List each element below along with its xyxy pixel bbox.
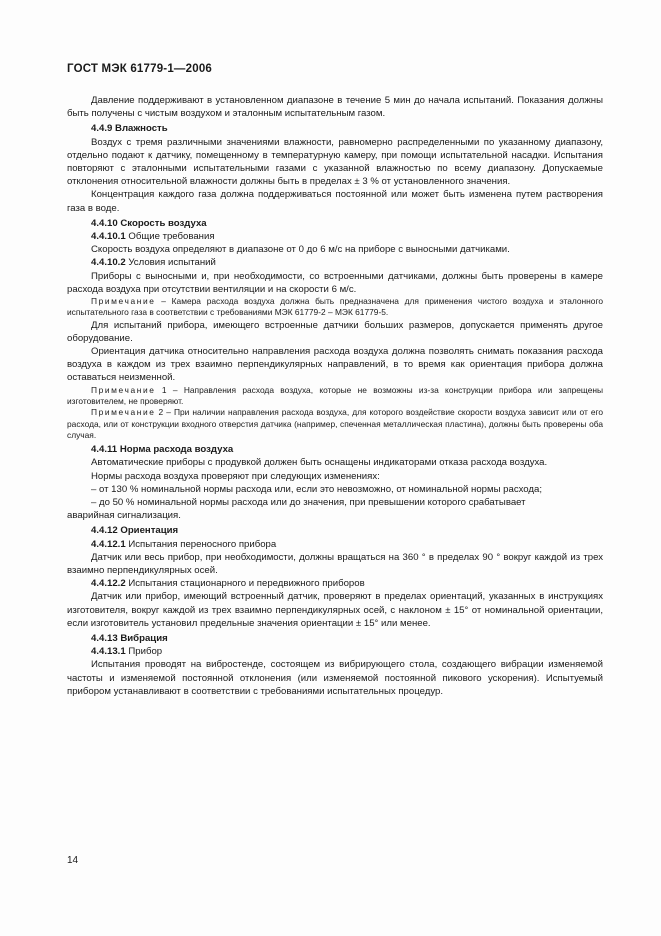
- section-title: Прибор: [128, 646, 163, 658]
- section-number: 4.4.12.1: [91, 538, 126, 550]
- paragraph-vibration-test: Испытания проводят на вибростенде, состоящем из вибрирующего стола, создающего вибрации изменяемой частоты и изменяемой постоянной отклонения (или изменяемой постоянной пикового ускорения). Испытуемый прибором устанавливают в соответствии с требованиями испытательных процедур.: [67, 659, 603, 697]
- section-title: Вибрация: [120, 632, 168, 644]
- note-label: Примечание: [91, 407, 156, 418]
- section-number: 4.4.9: [91, 123, 113, 135]
- section-4-4-12-2-heading: [91, 577, 603, 590]
- document-body: [67, 94, 603, 698]
- section-4-4-9-heading: [91, 122, 603, 135]
- section-4-4-12-heading: [91, 524, 603, 537]
- paragraph-purge-devices: Автоматические приборы с продувкой должен быть оснащены индикаторами отказа расхода воздуха.: [91, 457, 548, 469]
- note-text: – Направления расхода воздуха, которые не возможны из-за конструкции прибора или запрещены изготовителем, не проверяют.: [67, 384, 604, 406]
- section-number: 4.4.13.1: [91, 646, 126, 658]
- section-title: Влажность: [115, 123, 168, 135]
- section-4-4-11-heading: [91, 443, 603, 456]
- section-4-4-13-1-heading: [91, 645, 603, 658]
- paragraph-pressure: Давление поддерживают в установленном диапазоне в течение 5 мин до начала испытаний. Показания должны быть получены с чистым воздухом и эталонным испытательным газом.: [67, 95, 603, 120]
- list-item: – до 50 % номинальной нормы расхода или до значения, при превышении которого срабатывает: [91, 496, 526, 508]
- section-4-4-13-heading: [91, 632, 603, 645]
- section-number: 4.4.12.2: [91, 578, 126, 590]
- note-number: 2: [158, 407, 164, 418]
- section-title: Скорость воздуха: [120, 217, 207, 229]
- paragraph-stationary-orientation: Датчик или прибор, имеющий встроенный датчик, проверяют в пределах ориентаций, указанных в инструкциях изготовителя, вокруг каждой из трех взаимно перпендикулярных осей, с наклоном ± 15° от номинальной ориентации, если изготовитель установил предельные значения ориентации ± 15° или менее.: [67, 591, 603, 629]
- section-title: Испытания переносного прибора: [128, 538, 277, 550]
- paragraph-large-sensors: Для испытаний прибора, имеющего встроенные датчики больших размеров, допускается применять другое оборудование.: [67, 319, 603, 344]
- section-title: Норма расхода воздуха: [119, 444, 234, 456]
- paragraph-humidity: Воздух с тремя различными значениями влажности, равномерно распределенными по указанному диапазону, отдельно подают к датчику, помещенному в температурную камеру, при помощи испытательной насадки. Испытания повторяют с эталонными испытательными газами с указанной влажностью по всему диапазону. Допускаемые отклонения относительной влажности должны быть в пределах ± 3 % от установленного значения.: [67, 136, 603, 188]
- note: [67, 296, 603, 319]
- note-2: [67, 407, 603, 441]
- paragraph-orientation: Ориентация датчика относительно направления расхода воздуха должна позволять снимать показания расхода воздуха в каждом из трех взаимно перпендикулярных направлений, в то время как ориентация прибора должна оставаться неизменной.: [67, 346, 603, 384]
- note-label: Примечание: [91, 296, 156, 307]
- section-title: Испытания стационарного и передвижного приборов: [128, 578, 365, 590]
- section-4-4-12-1-heading: [91, 538, 603, 551]
- list-item: – от 130 % номинальной нормы расхода или, если это невозможно, от номинальной нормы расхода;: [91, 483, 543, 495]
- section-title: Общие требования: [128, 231, 215, 243]
- section-4-4-10-1-heading: [91, 230, 603, 243]
- section-number: 4.4.12: [91, 525, 118, 537]
- paragraph-portable-rotation: Датчик или весь прибор, при необходимости, должны вращаться на 360 ° в пределах 90 ° вокруг каждой из трех взаимно перпендикулярных осей.: [67, 551, 603, 576]
- page-number: 14: [67, 855, 79, 866]
- section-number: 4.4.13: [91, 632, 118, 644]
- note-text: – Камера расхода воздуха должна быть предназначена для применения чистого воздуха и эталонного испытательного газа в соответствии с требованиями МЭК 61779-2 – МЭК 61779-5.: [67, 296, 603, 318]
- note-label: Примечание: [91, 384, 156, 395]
- paragraph-flow-norms: Нормы расхода воздуха проверяют при следующих изменениях:: [91, 470, 380, 482]
- document-header: ГОСТ МЭК 61779-1—2006: [67, 63, 213, 75]
- paragraph-devices-check: Приборы с выносными и, при необходимости, со встроенными датчиками, должны быть проверены в камере расхода воздуха при отсутствии вентиляции и на скорости 6 м/с.: [67, 270, 603, 295]
- list-item-continuation: аварийная сигнализация.: [67, 510, 181, 522]
- section-title: Условия испытаний: [128, 257, 216, 269]
- section-4-4-10-2-heading: [91, 256, 603, 269]
- paragraph-gas-concentration: Концентрация каждого газа должна поддерживаться постоянной или может быть изменена путем растворения газа в воде.: [67, 189, 603, 214]
- section-title: Ориентация: [120, 525, 179, 537]
- note-text: – При наличии направления расхода воздуха, для которого воздействие скорости воздуха зависит или от его расхода, или от конструкции входного отверстия датчика (например, спеченная металлическая пластина), должны быть проверены оба случая.: [67, 407, 604, 440]
- section-4-4-10-heading: [91, 217, 603, 230]
- paragraph-air-speed: Скорость воздуха определяют в диапазоне от 0 до 6 м/с на приборе с выносными датчиками.: [91, 244, 510, 256]
- section-number: 4.4.10: [91, 217, 118, 229]
- note-number: 1: [161, 384, 167, 395]
- note-1: [67, 385, 603, 408]
- section-number: 4.4.10.2: [91, 257, 126, 269]
- section-number: 4.4.11: [91, 444, 118, 456]
- section-number: 4.4.10.1: [91, 231, 126, 243]
